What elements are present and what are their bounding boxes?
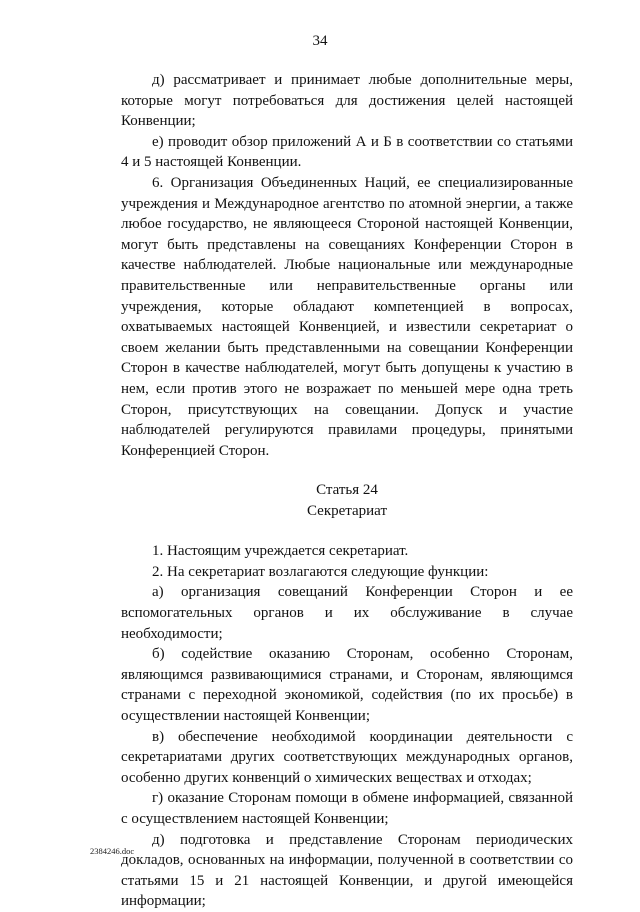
paragraph-function-b: б) содействие оказанию Сторонам, особенно Сторонам, являющимся развивающимися странами, и Сторонам, являющимся странами с переходной экономикой, содействия (по их просьбе) в осуществлении настоящей Конвенции; <box>121 646 573 725</box>
footer-file-name: 2384246.doc <box>90 846 135 856</box>
paragraph-function-e: д) подготовка и представление Сторонам периодических докладов, основанных на информации, полученной в соответствии со статьями 15 и 21 настоящей Конвенции, и другой имеющейся информации; <box>121 831 573 910</box>
paragraph-1: 1. Настоящим учреждается секретариат. <box>152 543 409 560</box>
paragraph-item-d: д) рассматривает и принимает любые дополнительные меры, которые могут потребоваться для достижения целей настоящей Конвенции; <box>121 72 573 130</box>
paragraph-function-a: а) организация совещаний Конференции Сторон и ее вспомогательных органов и их обслуживание в случае необходимости; <box>121 584 573 642</box>
paragraph-2: 2. На секретариат возлагаются следующие функции: <box>152 563 489 580</box>
page-number: 34 <box>312 33 328 49</box>
paragraph-function-c: в) обеспечение необходимой координации деятельности с секретариатами других соответствующих международных органов, особенно других конвенций о химических веществах и отходах; <box>121 728 573 786</box>
document-body <box>121 70 573 912</box>
article-heading <box>121 480 573 522</box>
article-number: Статья 24 <box>316 482 378 499</box>
paragraph-item-e: е) проводит обзор приложений А и Б в соответствии со статьями 4 и 5 настоящей Конвенции. <box>121 133 573 171</box>
article-title: Секретариат <box>306 503 388 520</box>
paragraph-function-d: г) оказание Сторонам помощи в обмене информацией, связанной с осуществлением настоящей Конвенции; <box>121 790 573 827</box>
paragraph-observers: 6. Организация Объединенных Наций, ее специализированные учреждения и Международное агентство по атомной энергии, а также любое государство, не являющееся Стороной настоящей Конвенции, могут быть представлены на совещаниях Конференции Сторон в качестве наблюдателей. Любые национальные или международные правительственные или неправительственные органы или учреждения, которые обладают компетенцией в вопросах, охватываемых настоящей Конвенцией, и известили секретариат о своем желании быть представленными на совещании Конференции Сторон в качестве наблюдателей, могут быть допущены к участию в нем, если против этого не возражает по меньшей мере одна треть Сторон, присутствующих на совещании. Допуск и участие наблюдателей регулируются правилами процедуры, принятыми Конференцией Сторон. <box>121 174 573 459</box>
